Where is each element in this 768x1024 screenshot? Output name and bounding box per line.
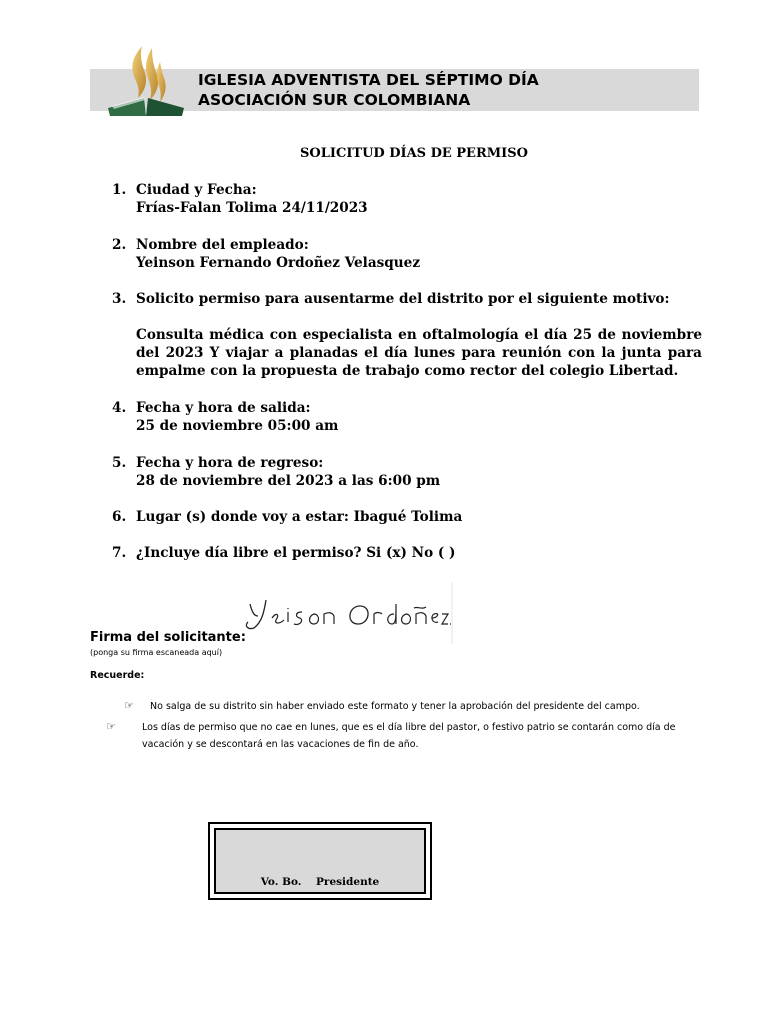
item-value: 28 de noviembre del 2023 a las 6:00 pm [136,473,441,489]
item-reason [112,290,702,380]
item-label: Nombre del empleado: [136,237,309,253]
item-number: 4. [112,400,127,416]
item-number: 6. [112,509,127,525]
item-label: Fecha y hora de salida: [136,400,311,416]
association-name: ASOCIACIÓN SUR COLOMBIANA [198,91,471,109]
item-label: ¿Incluye día libre el permiso? Si (x) No ( ) [136,545,456,561]
item-departure [112,399,338,435]
approval-label: Vo. Bo. Presidente [260,876,380,888]
item-location [112,508,462,526]
item-day-off [112,544,455,562]
reminder-note: ☞ Los días de permiso que no cae en lunes, que es el día libre del pastor, o festivo patrio se contarán como día de vacación y se descontará en las vacaciones de fin de año. [106,720,676,750]
church-logo-icon [104,42,188,118]
item-number: 3. [112,291,127,307]
signature-label: Firma del solicitante: [90,630,246,645]
item-label: Fecha y hora de regreso: [136,455,324,471]
pointing-hand-icon: ☞ [106,720,116,733]
item-value: Consulta médica con especialista en oftalmología el día 25 de noviembre del 2023 Y viajar a planadas el día lunes para reunión con la junta para empalme con la propuesta de trabajo como rector del colegio Libertad. [136,327,702,379]
organization-header [198,70,539,110]
reminder-note: ☞ No salga de su distrito sin haber enviado este formato y tener la aprobación del presidente del campo. [124,699,640,712]
item-label: Lugar (s) donde voy a estar: Ibagué Tolima [136,509,463,525]
item-label: Solicito permiso para ausentarme del distrito por el siguiente motivo: [136,291,670,307]
item-employee-name [112,236,420,272]
organization-name: IGLESIA ADVENTISTA DEL SÉPTIMO DÍA [198,71,539,89]
handwritten-signature [236,582,454,644]
item-label: Ciudad y Fecha: [136,182,257,198]
document-title: SOLICITUD DÍAS DE PERMISO [300,146,528,161]
item-number: 2. [112,237,127,253]
item-value: Frías-Falan Tolima 24/11/2023 [136,200,368,216]
item-return [112,454,440,490]
signature-note: (ponga su firma escaneada aquí) [90,648,223,657]
approval-box-inner [214,828,426,894]
reminder-label: Recuerde: [90,670,145,681]
item-value: 25 de noviembre 05:00 am [136,418,339,434]
item-value: Yeinson Fernando Ordoñez Velasquez [136,255,421,271]
approval-box [208,822,432,900]
pointing-hand-icon: ☞ [124,699,134,712]
item-number: 7. [112,545,127,561]
item-number: 1. [112,182,127,198]
item-number: 5. [112,455,127,471]
item-city-date [112,181,368,217]
